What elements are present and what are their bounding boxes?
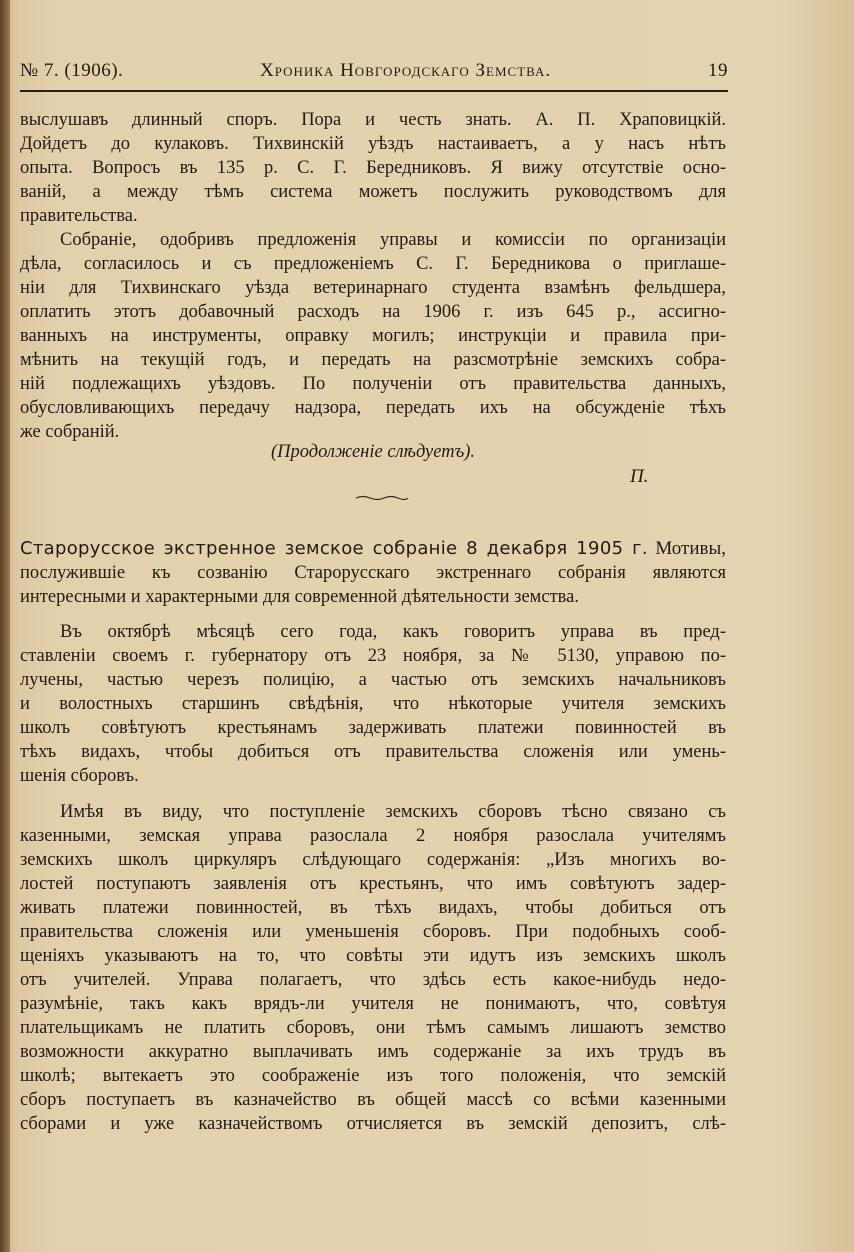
- text-line: сборами и уже казначействомъ отчисляется въ земскій депозитъ, слѣ-: [20, 1114, 726, 1134]
- text-line: отъ учителей. Управа полагаетъ, что здѣсь есть какое-нибудь недо-: [20, 970, 726, 990]
- text-line: казенными, земская управа разослала 2 ноября разослала учителямъ: [20, 826, 726, 846]
- text-line: мѣнить на текущій годъ, и передать на разсмотрѣніе земскихъ собра-: [20, 350, 726, 370]
- text-line: ваній, а между тѣмъ система можетъ послужить руководствомъ для: [20, 182, 726, 202]
- page-number: 19: [708, 60, 728, 81]
- text-line: шенія сборовъ.: [20, 766, 139, 786]
- continuation-note: (Продолженіе слѣдуетъ).: [271, 442, 475, 462]
- text-line: ставленіи своемъ г. губернатору отъ 23 ноября, за № 5130, управою по-: [20, 646, 726, 666]
- text-line: выслушавъ длинный споръ. Пора и честь знать. А. П. Храповицкій.: [20, 110, 726, 130]
- text-line: живать платежи повинностей, въ тѣхъ видахъ, чтобы добиться отъ: [20, 898, 726, 918]
- text-line: послужившіе къ созванію Старорусскаго экстреннаго собранія являются: [20, 563, 726, 583]
- text-line: Въ октябрѣ мѣсяцѣ сего года, какъ говоритъ управа въ пред-: [60, 622, 726, 642]
- text-line: и волостныхъ старшинъ свѣдѣнія, что нѣкоторые учителя земскихъ: [20, 694, 726, 714]
- text-line: лостей поступаютъ заявленія отъ крестьянъ, что имъ совѣтуютъ задер-: [20, 874, 726, 894]
- text-line: интересными и характерными для современной дѣятельности земства.: [20, 587, 579, 607]
- text-line: ній подлежащихъ уѣздовъ. По полученіи отъ правительства данныхъ,: [20, 374, 726, 394]
- running-header: [20, 60, 728, 88]
- text-line: дѣла, согласилось и съ предложеніемъ С. Г. Бередникова о приглаше-: [20, 254, 726, 274]
- text-line: опыта. Вопросъ въ 135 р. С. Г. Бередниковъ. Я вижу отсутствіе осно-: [20, 158, 726, 178]
- journal-title: Хроника Новгородскаго Земства.: [260, 60, 552, 81]
- heading-text: Мотивы,: [655, 538, 727, 559]
- text-line: щеніяхъ указываютъ на то, что совѣты эти идутъ изъ земскихъ школъ: [20, 946, 726, 966]
- text-line: земскихъ школъ циркуляръ слѣдующаго содержанія: „Изъ многихъ во-: [20, 850, 726, 870]
- text-line: оплатить этотъ добавочный расходъ на 1906 г. изъ 645 р., ассигно-: [20, 302, 726, 322]
- text-line: плательщикамъ не платить сборовъ, они тѣмъ самымъ лишаютъ земство: [20, 1018, 726, 1038]
- text-line: разумѣніе, такъ какъ врядъ-ли учителя не понимаютъ, что, совѣтуя: [20, 994, 726, 1014]
- text-line: лучены, частью черезъ полицію, а частью отъ земскихъ начальниковъ: [20, 670, 726, 690]
- text-line: же собраній.: [20, 422, 120, 442]
- text-line: ніи для Тихвинскаго уѣзда ветеринарнаго студента взамѣнъ фельдшера,: [20, 278, 726, 298]
- text-line: сборъ поступаетъ въ казначейство въ общей массѣ со всѣми казенными: [20, 1090, 726, 1110]
- issue-number: № 7. (1906).: [20, 60, 124, 81]
- text-line: ванныхъ на инструменты, оправку могилъ; инструкціи и правила при-: [20, 326, 726, 346]
- header-rule: [20, 90, 728, 92]
- text-line: Собраніе, одобривъ предложенія управы и комиссіи по организаціи: [60, 230, 726, 250]
- divider-ornament: [354, 495, 410, 501]
- text-line: тѣхъ видахъ, чтобы добиться отъ правительства сложенія или умень-: [20, 742, 726, 762]
- text-line: Имѣя въ виду, что поступленіе земскихъ сборовъ тѣсно связано съ: [60, 802, 726, 822]
- article-heading-line: [20, 536, 726, 562]
- text-line: правительства сложенія или уменьшенія сборовъ. При подобныхъ сооб-: [20, 922, 726, 942]
- text-line: возможности аккуратно выплачивать имъ содержаніе за ихъ трудъ въ: [20, 1042, 726, 1062]
- text-line: Дойдетъ до кулаковъ. Тихвинскій уѣздъ настаиваетъ, а у насъ нѣтъ: [20, 134, 726, 154]
- text-line: правительства.: [20, 206, 138, 226]
- text-line: обусловливающихъ передачу надзора, передать ихъ на обсужденіе тѣхъ: [20, 398, 726, 418]
- author-signature: П.: [630, 466, 649, 487]
- text-line: школѣ; вытекаетъ это соображеніе изъ того положенія, что земскій: [20, 1066, 726, 1086]
- text-line: школъ совѣтуютъ крестьянамъ задерживать платежи повинностей въ: [20, 718, 726, 738]
- binding-edge: [0, 0, 10, 1252]
- article-title: Старорусское экстренное земское собраніе 8 декабря 1905 г.: [20, 538, 648, 559]
